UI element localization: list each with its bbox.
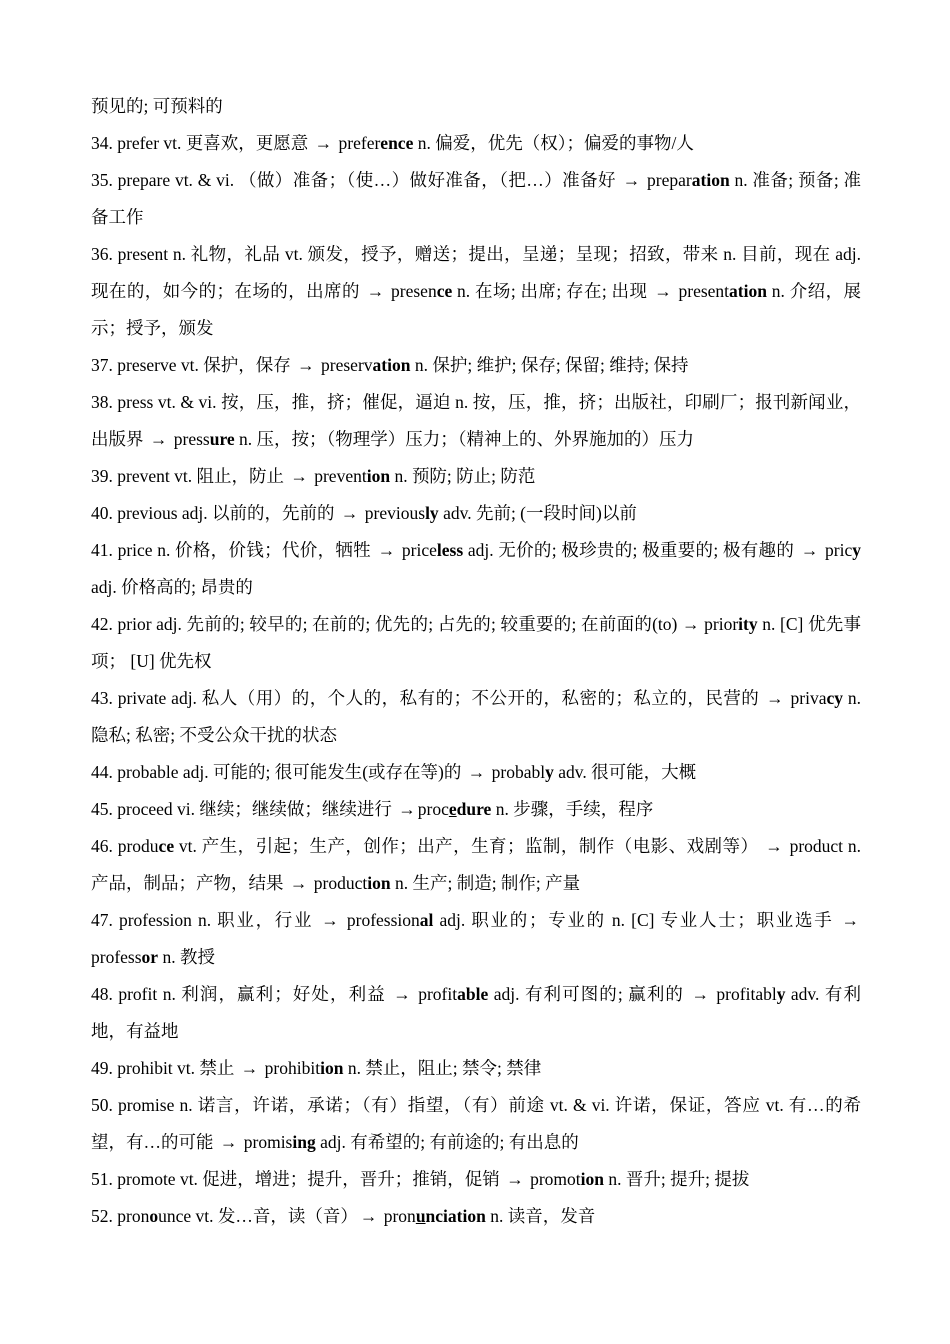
arrow-icon: → <box>506 1169 524 1189</box>
bold-suffix: nciation <box>425 1206 486 1226</box>
entry-36 <box>91 236 861 347</box>
entry-text: 36. present n. 礼物，礼品 vt. 颁发，授予，赠送；提出，呈递；呈现；招致，带来 n. 目前，现在 adj. 现在的，如今的；在场的，出席的 <box>91 244 861 301</box>
bold-suffix: dure <box>456 799 492 819</box>
entry-43 <box>91 680 861 754</box>
arrow-icon: → <box>691 984 709 1004</box>
entry-text: unce vt. 发…音，读（音） <box>158 1206 358 1226</box>
entry-text: 39. prevent vt. 阻止，防止 <box>91 466 289 486</box>
entry-text: 46. produ <box>91 836 159 856</box>
entry-text: 40. previous adj. 以前的，先前的 <box>91 503 339 523</box>
entry-44 <box>91 754 861 791</box>
entry-text: n. 准备; 预备; 准备工作 <box>91 170 861 227</box>
entry-text: n. [C] 优先事项； [U] 优先权 <box>91 614 861 671</box>
bold-suffix: ce <box>436 281 453 301</box>
bold-suffix: less <box>436 540 464 560</box>
bold-suffix: ing <box>292 1132 316 1152</box>
entry-text: present <box>673 281 730 301</box>
entry-text: n. 读音，发音 <box>485 1206 596 1226</box>
entry-47 <box>91 902 861 976</box>
arrow-icon: → <box>841 910 859 930</box>
bold-suffix: ure <box>209 429 235 449</box>
entry-text: 45. proceed vi. 继续；继续做；继续进行 <box>91 799 397 819</box>
entry-text: adj. 有利可图的; 赢利的 <box>488 984 690 1004</box>
entry-text: previous <box>360 503 426 523</box>
entry-text: promis <box>239 1132 293 1152</box>
entry-text: adj. 价格高的; 昂贵的 <box>91 577 253 597</box>
entry-text: n. 步骤，手续，程序 <box>491 799 654 819</box>
entry-text: price <box>397 540 437 560</box>
arrow-icon: → <box>467 762 486 782</box>
entry-text: 44. probable adj. 可能的; 很可能发生(或存在等)的 <box>91 762 466 782</box>
arrow-icon: → <box>314 133 333 153</box>
entry-text: prevent <box>309 466 367 486</box>
arrow-icon: → <box>359 1206 378 1226</box>
bold-suffix: o <box>149 1206 159 1226</box>
entry-text: prefer <box>334 133 381 153</box>
bold-underlined-suffix: u <box>415 1206 426 1226</box>
entry-text: profess <box>91 947 142 967</box>
entry-text: n. 介绍，展示；授予，颁发 <box>91 281 861 338</box>
entry-text: prohibit <box>260 1058 321 1078</box>
bold-suffix: cy <box>826 688 844 708</box>
entry-52 <box>91 1198 861 1235</box>
entry-text: product <box>309 873 368 893</box>
entry-text: prepar <box>642 170 692 190</box>
entry-text: 35. prepare vt. & vi. （做）准备；（使…）做好准备，（把…）准备好 <box>91 170 621 190</box>
entry-text: 43. private adj. 私人（用）的，个人的，私有的；不公开的，私密的；私立的，民营的 <box>91 688 765 708</box>
entry-40 <box>91 495 861 532</box>
entry-45 <box>91 791 861 828</box>
vocabulary-page <box>91 88 861 1235</box>
entry-text: 50. promise n. 诺言，许诺，承诺；（有）指望，（有）前途 vt. & vi. 许诺，保证，答应 vt. 有…的希望，有…的可能 <box>91 1095 861 1152</box>
entry-text: vt. 产生，引起；生产，创作；出产，生育；监制，制作（电影、戏剧等） <box>174 836 764 856</box>
entry-text: pric <box>820 540 853 560</box>
entry-text: 41. price n. 价格，价钱；代价，牺牲 <box>91 540 376 560</box>
entry-text: 37. preserve vt. 保护，保存 <box>91 355 296 375</box>
entry-text: profit <box>412 984 458 1004</box>
entry-text: 47. profession n. 职业，行业 <box>91 910 320 930</box>
entry-33-tail <box>91 88 861 125</box>
arrow-icon: → <box>240 1058 259 1078</box>
entry-text: 预见的; 可预料的 <box>91 96 223 116</box>
arrow-icon: → <box>219 1132 238 1152</box>
entry-text: n. 晋升; 提升; 提拔 <box>603 1169 750 1189</box>
entry-50 <box>91 1087 861 1161</box>
arrow-icon: → <box>366 281 385 301</box>
entry-text: n. 压，按；（物理学）压力；（精神上的、外界施加的）压力 <box>234 429 695 449</box>
entry-text: pron <box>379 1206 416 1226</box>
entry-text: probabl <box>487 762 546 782</box>
bold-suffix: ion <box>366 466 391 486</box>
entry-text: adj. 有希望的; 有前途的; 有出息的 <box>315 1132 579 1152</box>
entry-text: priva <box>785 688 827 708</box>
bold-underlined-suffix: e <box>448 799 457 819</box>
entry-text: 49. prohibit vt. 禁止 <box>91 1058 239 1078</box>
entry-text: n. 教授 <box>158 947 215 967</box>
entry-41 <box>91 532 861 606</box>
entry-35 <box>91 162 861 236</box>
entry-text: n. 生产; 制造; 制作; 产量 <box>390 873 581 893</box>
entry-text: 34. prefer vt. 更喜欢，更愿意 <box>91 133 313 153</box>
arrow-icon: → <box>622 170 641 190</box>
arrow-icon: → <box>321 910 339 930</box>
entry-46 <box>91 828 861 902</box>
entry-48 <box>91 976 861 1050</box>
bold-suffix: ion <box>367 873 391 893</box>
entry-text: product n. 产品，制品；产物，结果 <box>91 836 861 893</box>
entry-49 <box>91 1050 861 1087</box>
entry-text: n. 隐私; 私密; 不受公众干扰的状态 <box>91 688 861 745</box>
entry-text: adv. 先前; (一段时间)以前 <box>438 503 637 523</box>
entry-text: adv. 很可能，大概 <box>553 762 697 782</box>
arrow-icon: → <box>340 503 359 523</box>
entry-text: adj. 无价的; 极珍贵的; 极重要的; 极有趣的 <box>463 540 799 560</box>
arrow-icon: → <box>149 429 168 449</box>
bold-suffix: y <box>852 540 861 560</box>
bold-suffix: ence <box>380 133 414 153</box>
bold-suffix: ly <box>425 503 439 523</box>
arrow-icon: → <box>289 873 308 893</box>
entry-text: proc <box>417 799 449 819</box>
entry-text: n. 偏爱，优先（权）；偏爱的事物/人 <box>413 133 694 153</box>
arrow-icon: → <box>800 540 819 560</box>
bold-suffix: ity <box>738 614 758 634</box>
bold-suffix: ion <box>580 1169 604 1189</box>
arrow-icon: → <box>766 688 784 708</box>
entry-text: 38. press vt. & vi. 按，压，推，挤；催促，逼迫 n. 按，压，推，挤；出版社，印刷厂；报刊新闻业，出版界 <box>91 392 861 449</box>
entry-text: presen <box>386 281 437 301</box>
entry-38 <box>91 384 861 458</box>
bold-suffix: or <box>141 947 159 967</box>
entry-42 <box>91 606 861 680</box>
entry-text: press <box>169 429 210 449</box>
bold-suffix: y <box>545 762 554 782</box>
bold-suffix: y <box>776 984 786 1004</box>
arrow-icon: → <box>765 836 783 856</box>
entry-text: 52. pron <box>91 1206 150 1226</box>
bold-suffix: ation <box>691 170 730 190</box>
entry-text: promot <box>525 1169 581 1189</box>
entry-text: 48. profit n. 利润，赢利；好处，利益 <box>91 984 392 1004</box>
entry-39 <box>91 458 861 495</box>
entry-text: n. 保护; 维护; 保存; 保留; 维持; 保持 <box>410 355 689 375</box>
arrow-icon: → <box>290 466 308 486</box>
entry-37 <box>91 347 861 384</box>
entry-text: adv. 有利地，有益地 <box>91 984 861 1041</box>
arrow-icon: → <box>297 355 315 375</box>
entry-34 <box>91 125 861 162</box>
entry-text: n. 在场; 出席; 存在; 出现 <box>452 281 653 301</box>
arrow-icon: → <box>398 799 416 819</box>
entry-text: profession <box>340 910 420 930</box>
entry-text: n. 预防; 防止; 防范 <box>390 466 536 486</box>
arrow-icon: → <box>377 540 396 560</box>
bold-suffix: able <box>457 984 489 1004</box>
bold-suffix: ce <box>158 836 175 856</box>
bold-suffix: ation <box>372 355 411 375</box>
arrow-icon: → <box>654 281 672 301</box>
entry-51 <box>91 1161 861 1198</box>
bold-suffix: ation <box>729 281 767 301</box>
entry-text: n. 禁止，阻止; 禁令; 禁律 <box>343 1058 542 1078</box>
entry-text: adj. 职业的；专业的 n. [C] 专业人士；职业选手 <box>433 910 840 930</box>
entry-text: 42. prior adj. 先前的; 较早的; 在前的; 优先的; 占先的; 较重要的; 在前面的(to) → prior <box>91 614 739 634</box>
arrow-icon: → <box>393 984 411 1004</box>
bold-suffix: ion <box>320 1058 344 1078</box>
bold-suffix: al <box>419 910 434 930</box>
entry-text: profitabl <box>710 984 777 1004</box>
entry-text: preserv <box>316 355 373 375</box>
entry-text: 51. promote vt. 促进，增进；提升，晋升；推销，促销 <box>91 1169 505 1189</box>
